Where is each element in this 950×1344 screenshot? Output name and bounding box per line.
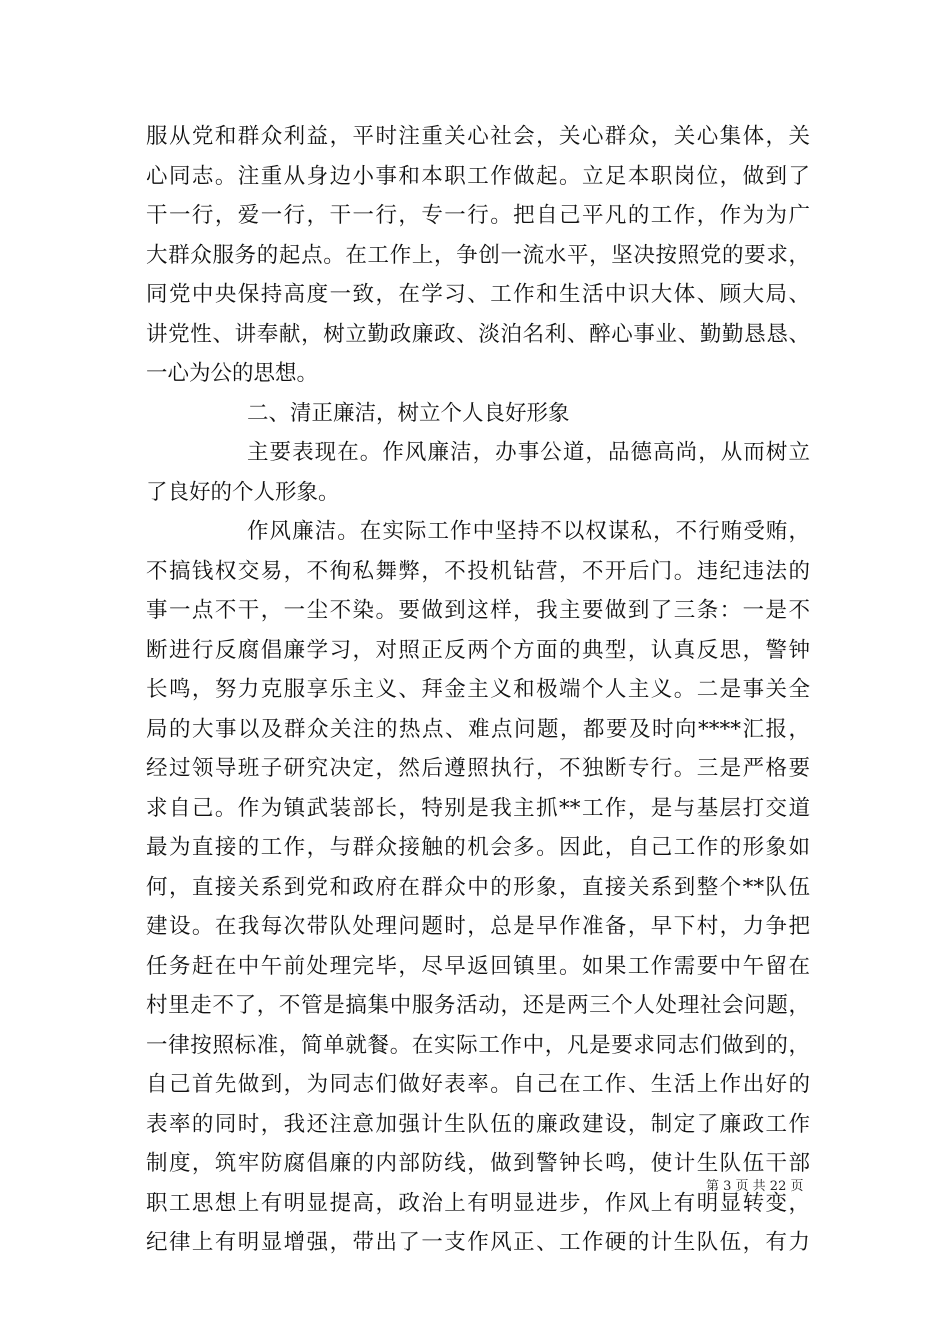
text-line: 长鸣，努力克服享乐主义、拜金主义和极端个人主义。二是事关全 xyxy=(146,677,810,702)
text-line: 任务赶在中午前处理完毕，尽早返回镇里。如果工作需要中午留在 xyxy=(146,953,810,979)
text-line: 村里走不了，不管是搞集中服务活动，还是两三个人处理社会问题， xyxy=(146,993,810,1018)
text-line: 职工思想上有明显提高，政治上有明显进步，作风上有明显转变， xyxy=(146,1190,810,1216)
text-line: 断进行反腐倡廉学习，对照正反两个方面的典型，认真反思，警钟 xyxy=(146,637,810,663)
text-line: 服从党和群众利益，平时注重关心社会，关心群众，关心集体，关 xyxy=(146,124,810,149)
text-line: 不搞钱权交易，不徇私舞弊，不投机钻营，不开后门。违纪违法的 xyxy=(146,558,810,584)
page-number: 第 3 页 共 22 页 xyxy=(706,1179,804,1194)
text-line: 建设。在我每次带队处理问题时，总是早作准备，早下村，力争把 xyxy=(146,914,810,939)
text-line: 同党中央保持高度一致，在学习、工作和生活中识大体、顾大局、 xyxy=(146,282,810,307)
text-line: 求自己。作为镇武装部长，特别是我主抓**工作，是与基层打交道 xyxy=(146,795,810,821)
text-line: 自己首先做到，为同志们做好表率。自己在工作、生活上作出好的 xyxy=(146,1072,810,1097)
text-line: 了良好的个人形象。 xyxy=(146,479,340,505)
text-line: 制度，筑牢防腐倡廉的内部防线，做到警钟长鸣，使计生队伍干部 xyxy=(146,1151,810,1176)
text-line: 纪律上有明显增强，带出了一支作风正、工作硬的计生队伍，有力 xyxy=(146,1230,810,1255)
text-line: 事一点不干，一尘不染。要做到这样，我主要做到了三条：一是不 xyxy=(146,598,810,623)
text-line: 经过领导班子研究决定，然后遵照执行，不独断专行。三是严格要 xyxy=(146,756,810,781)
text-line: 讲党性、讲奉献，树立勤政廉政、淡泊名利、醉心事业、勤勤恳恳、 xyxy=(146,321,810,347)
text-line: 大群众服务的起点。在工作上，争创一流水平，坚决按照党的要求， xyxy=(146,242,810,268)
document-body xyxy=(146,117,810,1263)
text-line: 一心为公的思想。 xyxy=(146,361,319,386)
text-line: 作风廉洁。在实际工作中坚持不以权谋私，不行贿受贿， xyxy=(247,519,810,544)
text-line: 表率的同时，我还注意加强计生队伍的廉政建设，制定了廉政工作 xyxy=(146,1111,810,1137)
text-line: 一律按照标准，简单就餐。在实际工作中，凡是要求同志们做到的， xyxy=(146,1032,810,1058)
text-line: 心同志。注重从身边小事和本职工作做起。立足本职岗位，做到了 xyxy=(146,163,810,189)
text-line: 最为直接的工作，与群众接触的机会多。因此，自己工作的形象如 xyxy=(146,835,810,860)
text-line: 主要表现在。作风廉洁，办事公道，品德高尚，从而树立 xyxy=(247,440,810,465)
text-line: 干一行，爱一行，干一行，专一行。把自己平凡的工作，作为为广 xyxy=(146,203,810,228)
text-line: 何，直接关系到党和政府在群众中的形象，直接关系到整个**队伍 xyxy=(146,874,810,900)
text-line: 局的大事以及群众关注的热点、难点问题，都要及时向****汇报， xyxy=(146,716,810,742)
text-line: 二、清正廉洁，树立个人良好形象 xyxy=(247,400,570,426)
